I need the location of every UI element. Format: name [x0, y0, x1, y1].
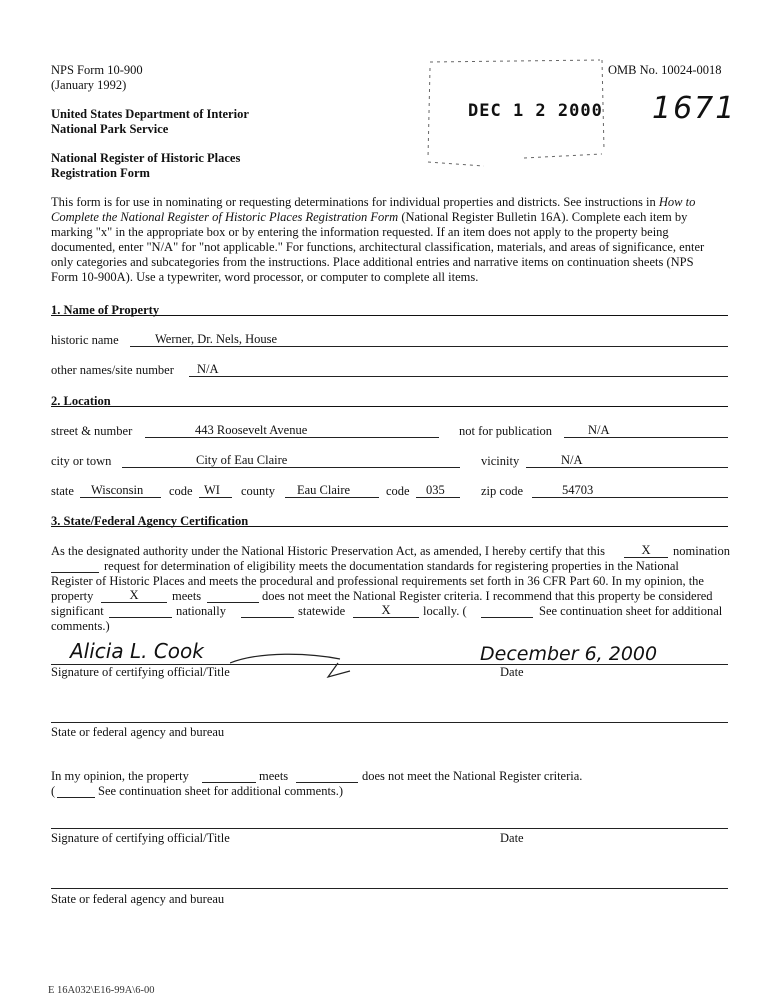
state-value[interactable]: Wisconsin: [91, 483, 144, 497]
street-label: street & number: [51, 424, 133, 438]
form-subtitle: Registration Form: [51, 166, 150, 180]
opinion-continuation-label: See continuation sheet for additional comments.): [98, 784, 344, 798]
agency-line: [51, 722, 728, 723]
significant-label: significant: [51, 604, 104, 618]
zip-label: zip code: [481, 484, 523, 498]
cert-line-4: does not meet the National Register criteria. I recommend that this property be considered: [262, 589, 713, 603]
signature-2-line: [51, 828, 728, 829]
signature-flourish: [230, 645, 370, 681]
cert-line-1: As the designated authority under the National Historic Preservation Act, as amended, I hereby certify that this: [51, 544, 606, 558]
section-3-heading: 3. State/Federal Agency Certification: [51, 514, 249, 528]
agency-2-label: State or federal agency and bureau: [51, 892, 225, 906]
section-3-rule: [51, 526, 728, 527]
city-value[interactable]: City of Eau Claire: [196, 453, 288, 467]
cert-line-2: request for determination of eligibility meets the documentation standards for registering properties in the National: [104, 559, 679, 573]
not-for-publication-label: not for publication: [459, 424, 553, 438]
date-label: Date: [500, 665, 524, 679]
opinion-continuation-line: [57, 797, 95, 798]
footer-code: E 16A032\E16-99A\6-00: [48, 985, 155, 996]
form-title: National Register of Historic Places: [51, 151, 241, 165]
nationally-label: nationally: [176, 604, 226, 618]
county-value[interactable]: Eau Claire: [297, 483, 351, 497]
other-names-value[interactable]: N/A: [197, 362, 219, 376]
meets-label: meets: [172, 589, 202, 603]
opinion-meets-label: meets: [259, 769, 289, 783]
other-names-line: [189, 376, 728, 377]
section-2-heading: 2. Location: [51, 394, 111, 408]
received-stamp: [424, 58, 610, 170]
nationally-check-line: [109, 617, 172, 618]
vicinity-value[interactable]: N/A: [561, 453, 583, 467]
not-for-publication-value[interactable]: N/A: [588, 423, 610, 437]
not-meet-check-line: [207, 602, 259, 603]
opinion-not-meet-line: [296, 782, 358, 783]
cert-line-3: Register of Historic Places and meets the procedural and professional requirements set forth in 36 CFR Part 60. In my opinion, the: [51, 574, 704, 588]
vicinity-label: vicinity: [481, 454, 520, 468]
city-label: city or town: [51, 454, 112, 468]
agency-label: State or federal agency and bureau: [51, 725, 225, 739]
section-1-rule: [51, 315, 728, 316]
state-label: state: [51, 484, 74, 498]
request-check-line: [51, 572, 99, 573]
official-signature: Alicia L. Cook: [70, 639, 204, 663]
county-code-value[interactable]: 035: [426, 483, 445, 497]
agency-2-line: [51, 888, 728, 889]
city-line: [122, 467, 460, 468]
handwritten-number: 1671: [652, 91, 737, 126]
service-name: National Park Service: [51, 122, 169, 136]
statewide-label: statewide: [298, 604, 346, 618]
historic-name-value[interactable]: Werner, Dr. Nels, House: [155, 332, 278, 346]
continuation-check-line: [481, 617, 533, 618]
state-code-value[interactable]: WI: [204, 483, 220, 497]
state-code-label: code: [169, 484, 193, 498]
meets-check[interactable]: X: [129, 588, 139, 602]
instructions-paragraph: This form is for use in nominating or requesting determinations for individual properties and districts. See instructions in How to Complete the National Register of Historic Places Registration Form (National Register Bulletin 16A). Complete each item by marking "x" in the appropriate box or by entering the information requested. If an item does not apply to the property being documented, enter "N/A" for "not applicable." For functions, architectural classification, materials, and areas of significance, enter only categories and subcategories from the instructions. Place additional entries and narrative items on continuation sheets (NPS Form 10-900A). Use a typewriter, word processor, or computer to complete all items.: [51, 195, 705, 284]
signature-2-label: Signature of certifying official/Title: [51, 831, 230, 845]
nomination-check[interactable]: X: [641, 543, 651, 557]
historic-name-label: historic name: [51, 333, 119, 347]
county-code-label: code: [386, 484, 410, 498]
stamp-date: DEC 1 2 2000: [468, 101, 603, 121]
property-label: property: [51, 589, 94, 603]
zip-value[interactable]: 54703: [562, 483, 594, 497]
nomination-label: nomination: [673, 544, 730, 558]
department-name: United States Department of Interior: [51, 107, 249, 121]
signature-label: Signature of certifying official/Title: [51, 665, 230, 679]
street-value[interactable]: 443 Roosevelt Avenue: [195, 423, 308, 437]
opinion-line-1: In my opinion, the property: [51, 769, 189, 783]
date-2-label: Date: [500, 831, 524, 845]
county-label: county: [241, 484, 276, 498]
omb-number: OMB No. 10024-0018: [608, 63, 722, 77]
opinion-paren: (: [51, 784, 56, 798]
statewide-check-line: [241, 617, 294, 618]
opinion-meets-line: [202, 782, 256, 783]
locally-label: locally. (: [423, 604, 467, 618]
vicinity-line: [526, 467, 728, 468]
locally-check[interactable]: X: [381, 603, 391, 617]
comments-label: comments.): [51, 619, 110, 633]
signature-date: December 6, 2000: [480, 643, 658, 665]
form-number: NPS Form 10-900: [51, 63, 143, 77]
other-names-label: other names/site number: [51, 363, 174, 377]
continuation-label: See continuation sheet for additional: [539, 604, 723, 618]
form-date: (January 1992): [51, 78, 127, 92]
section-1-heading: 1. Name of Property: [51, 303, 160, 317]
section-2-rule: [51, 406, 728, 407]
opinion-criteria-label: does not meet the National Register criteria.: [362, 769, 583, 783]
